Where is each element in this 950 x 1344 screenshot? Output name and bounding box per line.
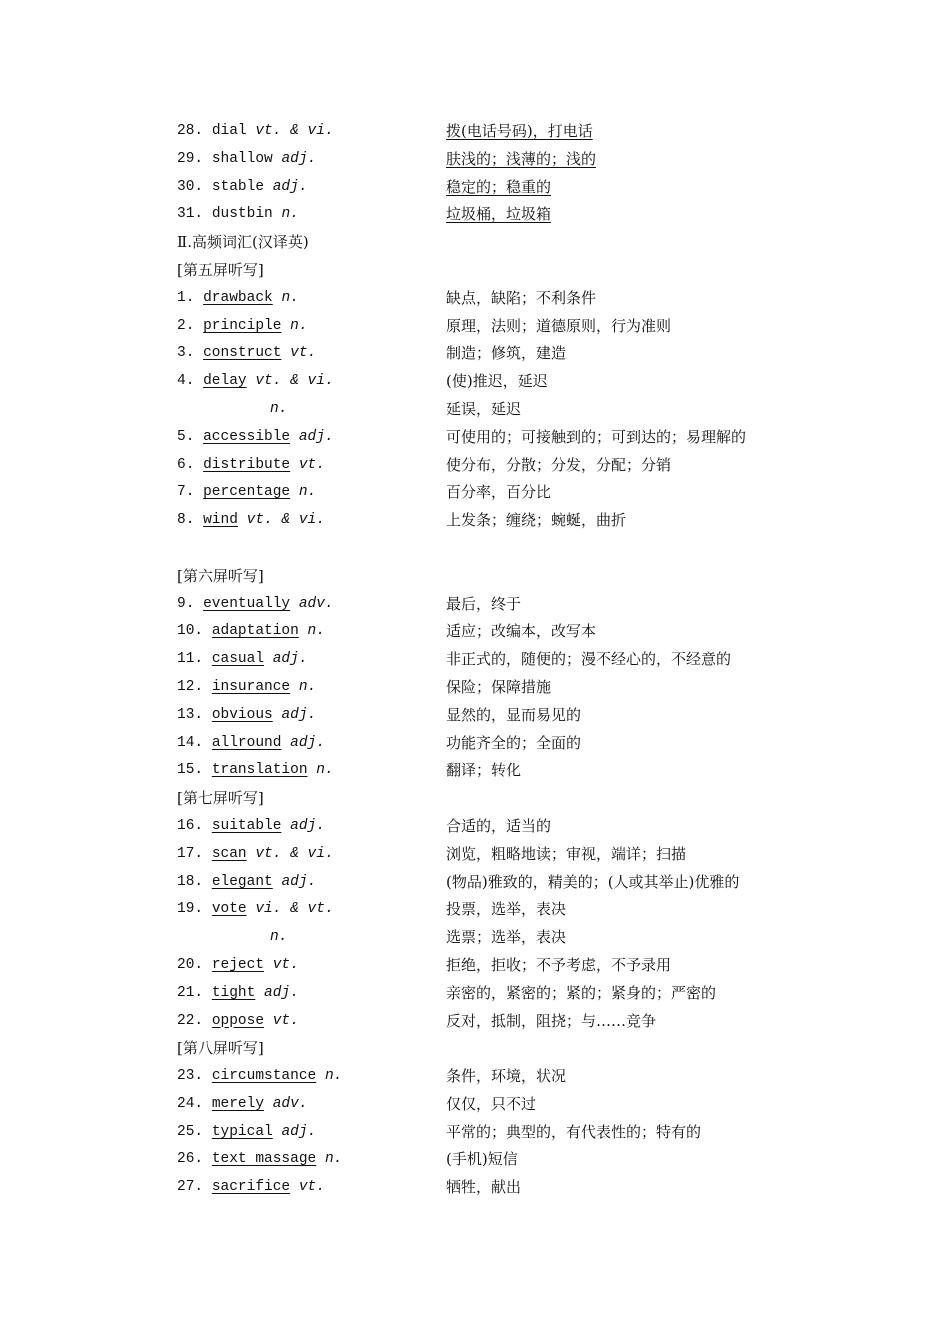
blank-line xyxy=(0,535,950,563)
entry-word: delay xyxy=(203,373,247,390)
entry-number: 19. xyxy=(177,901,204,918)
vocab-row xyxy=(0,507,950,535)
entry-meaning: 浏览，粗略地读；审视，端详；扫描 xyxy=(446,844,687,863)
entry-meaning: 使分布，分散；分发，分配；分销 xyxy=(446,455,672,474)
vocab-row xyxy=(0,813,950,841)
entry-meaning: 原理，法则；道德原则，行为准则 xyxy=(446,316,672,335)
entry-meaning: 肤浅的；浅薄的；浅的 xyxy=(446,149,597,168)
vocab-row xyxy=(0,479,950,507)
entry-meaning: 垃圾桶，垃圾箱 xyxy=(446,205,552,224)
entry-number: 5. xyxy=(177,428,195,445)
entry-term xyxy=(177,702,316,730)
entry-word: stable xyxy=(211,178,265,195)
entry-word: tight xyxy=(211,984,256,1001)
entry-part-of-speech: n. xyxy=(324,1068,343,1085)
vocab-sub-row xyxy=(0,396,950,424)
entry-term xyxy=(177,146,316,174)
entry-term xyxy=(177,757,334,785)
entry-number: 10. xyxy=(177,623,204,640)
entry-number: 25. xyxy=(177,1123,204,1140)
vocab-row xyxy=(0,368,950,396)
entry-number: 4. xyxy=(177,373,195,390)
vocab-row xyxy=(0,452,950,480)
entry-term xyxy=(177,1091,308,1119)
vocab-row xyxy=(0,702,950,730)
entry-number: 7. xyxy=(177,484,195,501)
entry-number: 27. xyxy=(177,1179,204,1196)
entry-number: 20. xyxy=(177,956,204,973)
entry-part-of-speech: adj. xyxy=(290,734,325,751)
entry-part-of-speech: adj. xyxy=(290,817,325,834)
entry-part-of-speech: n. xyxy=(281,289,299,306)
vocab-row xyxy=(0,201,950,229)
entry-meaning: 仅仅，只不过 xyxy=(446,1094,537,1113)
vocabulary-list xyxy=(0,118,950,1202)
entry-meaning: 投票，选举，表决 xyxy=(446,900,567,919)
entry-number: 15. xyxy=(177,762,204,779)
entry-number: 14. xyxy=(177,734,204,751)
entry-number: 3. xyxy=(177,345,195,362)
vocab-row xyxy=(0,1119,950,1147)
vocab-row xyxy=(0,118,950,146)
entry-term xyxy=(177,646,308,674)
vocab-row xyxy=(0,841,950,869)
entry-part-of-speech: n. xyxy=(316,762,334,779)
entry-meaning: 稳定的；稳重的 xyxy=(446,177,552,196)
vocab-row xyxy=(0,1008,950,1036)
entry-word: dial xyxy=(211,123,247,139)
entry-part-of-speech: adj. xyxy=(281,873,317,890)
entry-part-of-speech: adj. xyxy=(281,150,317,167)
vocab-row xyxy=(0,1146,950,1174)
entry-word: construct xyxy=(203,345,282,362)
section-heading xyxy=(0,785,950,813)
entry-word: merely xyxy=(211,1095,265,1112)
entry-meaning: 反对，抵制，阻挠；与……竞争 xyxy=(446,1011,657,1030)
entry-word: percentage xyxy=(203,484,291,501)
entry-meaning: 合适的，适当的 xyxy=(446,816,552,835)
entry-number: 11. xyxy=(177,651,204,668)
section-heading xyxy=(0,257,950,285)
entry-meaning: 延误，延迟 xyxy=(446,399,522,418)
entry-number: 2. xyxy=(177,317,195,334)
entry-part-of-speech: vi. & vt. xyxy=(255,901,334,918)
entry-term xyxy=(177,896,334,924)
entry-number: 22. xyxy=(177,1012,204,1029)
entry-part-of-speech: vt. & vi. xyxy=(246,512,325,529)
entry-part-of-speech: vt. xyxy=(290,345,317,362)
entry-word: oppose xyxy=(211,1012,265,1029)
entry-part-of-speech: n. xyxy=(270,400,288,417)
vocab-sub-row xyxy=(0,924,950,952)
entry-number: 9. xyxy=(177,595,195,612)
vocab-row xyxy=(0,618,950,646)
entry-term xyxy=(177,730,325,758)
entry-term xyxy=(177,674,316,702)
entry-word: eventually xyxy=(203,595,291,612)
vocab-row xyxy=(0,952,950,980)
entry-term xyxy=(177,869,316,897)
entry-word: wind xyxy=(203,512,238,529)
entry-part-of-speech: n. xyxy=(281,206,299,223)
entry-word: accessible xyxy=(203,428,291,445)
entry-term xyxy=(177,1146,342,1174)
vocab-row xyxy=(0,646,950,674)
vocab-row xyxy=(0,174,950,202)
entry-part-of-speech: adj. xyxy=(272,178,308,195)
entry-word: circumstance xyxy=(211,1068,317,1085)
entry-number: 30. xyxy=(177,178,204,195)
entry-part-of-speech: vt. & vi. xyxy=(255,123,334,139)
vocab-row xyxy=(0,757,950,785)
vocab-row xyxy=(0,1091,950,1119)
entry-meaning: 条件，环境，状况 xyxy=(446,1067,567,1086)
entry-meaning: 百分率，百分比 xyxy=(446,483,552,502)
entry-meaning: 显然的，显而易见的 xyxy=(446,705,582,724)
entry-word: dustbin xyxy=(211,206,273,223)
entry-term xyxy=(177,1008,299,1036)
entry-number: 31. xyxy=(177,206,204,223)
vocab-row xyxy=(0,674,950,702)
entry-number: 6. xyxy=(177,456,195,473)
entry-meaning: (物品)雅致的，精美的；(人或其举止)优雅的 xyxy=(446,872,740,891)
entry-part-of-speech: adv. xyxy=(272,1095,308,1112)
entry-number: 24. xyxy=(177,1095,204,1112)
entry-meaning: 翻译；转化 xyxy=(446,761,522,780)
entry-meaning: 保险；保障措施 xyxy=(446,677,552,696)
entry-meaning: 最后，终于 xyxy=(446,594,522,613)
entry-number: 26. xyxy=(177,1151,204,1168)
entry-word: typical xyxy=(211,1123,273,1140)
entry-word: text massage xyxy=(211,1151,317,1168)
entry-part-of-speech: vt. xyxy=(298,1179,325,1196)
entry-word: reject xyxy=(211,956,265,973)
entry-part-of-speech: n. xyxy=(307,623,325,640)
entry-part-of-speech: n. xyxy=(270,929,288,946)
entry-number: 21. xyxy=(177,984,204,1001)
entry-part-of-speech: vt. xyxy=(272,956,299,973)
entry-part-of-speech: adj. xyxy=(298,428,334,445)
entry-part-of-speech: vt. xyxy=(272,1012,299,1029)
vocab-row xyxy=(0,1174,950,1202)
vocab-row xyxy=(0,591,950,619)
entry-term xyxy=(177,479,316,507)
section-heading xyxy=(0,229,950,257)
entry-word: sacrifice xyxy=(211,1179,291,1196)
entry-word: drawback xyxy=(203,289,273,306)
entry-part-of-speech: adj. xyxy=(281,706,317,723)
entry-word: casual xyxy=(211,651,265,668)
vocab-row xyxy=(0,313,950,341)
entry-meaning: 可使用的；可接触到的；可到达的；易理解的 xyxy=(446,427,747,446)
entry-part-of-speech: vt. & vi. xyxy=(255,845,334,862)
vocab-row xyxy=(0,424,950,452)
entry-term xyxy=(177,813,325,841)
vocab-row xyxy=(0,980,950,1008)
entry-part-of-speech: vt. & vi. xyxy=(255,373,334,390)
section-heading-text: [第七屏听写] xyxy=(177,789,264,808)
entry-number: 13. xyxy=(177,706,204,723)
entry-term xyxy=(177,285,299,313)
entry-part-of-speech: adv. xyxy=(298,595,334,612)
entry-term xyxy=(177,507,325,535)
section-heading-text: [第八屏听写] xyxy=(177,1039,264,1058)
entry-meaning: 亲密的，紧密的；紧的；紧身的；严密的 xyxy=(446,983,717,1002)
entry-number: 12. xyxy=(177,678,204,695)
entry-term xyxy=(177,1174,325,1202)
entry-word: allround xyxy=(211,734,282,751)
entry-part-of-speech: adj. xyxy=(281,1123,317,1140)
entry-word: vote xyxy=(211,901,247,918)
entry-number: 16. xyxy=(177,817,204,834)
entry-word: suitable xyxy=(211,817,282,834)
entry-part-of-speech: vt. xyxy=(298,456,325,473)
entry-term xyxy=(177,118,334,146)
entry-meaning: (手机)短信 xyxy=(446,1150,518,1169)
entry-number: 28. xyxy=(177,123,204,139)
vocab-row xyxy=(0,730,950,758)
entry-part-of-speech: adj. xyxy=(264,984,299,1001)
entry-meaning: 选票；选举，表决 xyxy=(446,928,567,947)
entry-word: insurance xyxy=(211,678,291,695)
entry-word: adaptation xyxy=(211,623,299,640)
entry-term xyxy=(177,201,299,229)
entry-part-of-speech: n. xyxy=(290,317,308,334)
entry-number: 17. xyxy=(177,845,204,862)
vocab-row xyxy=(0,340,950,368)
vocab-row xyxy=(0,869,950,897)
entry-term xyxy=(177,952,299,980)
entry-meaning: (使)推迟，延迟 xyxy=(446,372,548,391)
vocab-row xyxy=(0,285,950,313)
entry-word: principle xyxy=(203,317,282,334)
entry-meaning: 制造；修筑，建造 xyxy=(446,344,567,363)
entry-term xyxy=(177,424,334,452)
entry-word: translation xyxy=(211,762,308,779)
entry-meaning: 缺点，缺陷；不利条件 xyxy=(446,288,597,307)
entry-number: 1. xyxy=(177,289,195,306)
entry-term xyxy=(177,591,334,619)
entry-term xyxy=(177,340,316,368)
entry-word: shallow xyxy=(211,150,273,167)
entry-number: 29. xyxy=(177,150,204,167)
entry-term xyxy=(177,618,325,646)
entry-word: elegant xyxy=(211,873,273,890)
entry-meaning: 平常的；典型的，有代表性的；特有的 xyxy=(446,1122,702,1141)
entry-meaning: 非正式的，随便的；漫不经心的，不经意的 xyxy=(446,650,732,669)
vocab-row xyxy=(0,1063,950,1091)
vocab-row xyxy=(0,896,950,924)
entry-meaning: 功能齐全的；全面的 xyxy=(446,733,582,752)
entry-term xyxy=(177,841,334,869)
vocab-row xyxy=(0,146,950,174)
section-heading-text: Ⅱ.高频词汇(汉译英) xyxy=(177,233,309,252)
entry-meaning: 牺牲，献出 xyxy=(446,1178,522,1197)
entry-term xyxy=(177,313,308,341)
entry-number: 18. xyxy=(177,873,204,890)
section-heading xyxy=(0,563,950,591)
entry-part-of-speech: adj. xyxy=(272,651,308,668)
entry-term xyxy=(177,452,325,480)
entry-word: distribute xyxy=(203,456,291,473)
entry-meaning: 上发条；缠绕；蜿蜒，曲折 xyxy=(446,511,627,530)
entry-part-of-speech: n. xyxy=(298,484,317,501)
entry-part-of-speech: n. xyxy=(298,678,317,695)
entry-term xyxy=(177,980,299,1008)
entry-number: 23. xyxy=(177,1068,204,1085)
entry-term xyxy=(177,1063,342,1091)
entry-term xyxy=(177,1119,316,1147)
entry-meaning: 拨(电话号码)，打电话 xyxy=(446,122,593,140)
entry-word: obvious xyxy=(211,706,273,723)
entry-term xyxy=(177,368,334,396)
entry-part-of-speech: n. xyxy=(324,1151,343,1168)
entry-term xyxy=(177,174,308,202)
section-heading-text: [第五屏听写] xyxy=(177,260,264,279)
entry-number: 8. xyxy=(177,512,195,529)
entry-meaning: 适应；改编本，改写本 xyxy=(446,622,597,641)
entry-word: scan xyxy=(211,845,247,862)
section-heading-text: [第六屏听写] xyxy=(177,566,264,585)
section-heading xyxy=(0,1035,950,1063)
entry-meaning: 拒绝，拒收；不予考虑，不予录用 xyxy=(446,955,672,974)
